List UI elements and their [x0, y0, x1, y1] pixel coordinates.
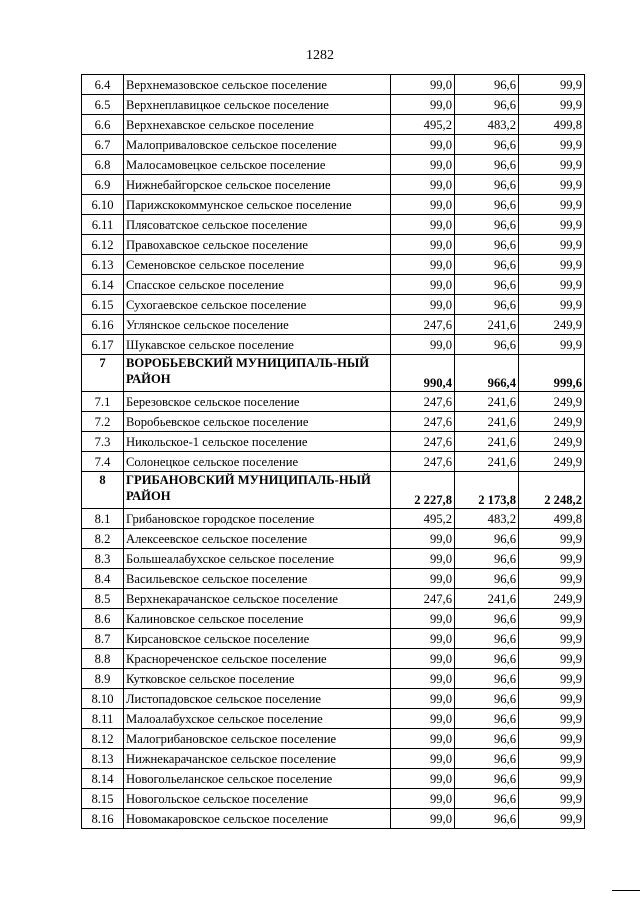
row-name-cell: Нижнекарачанское сельское поселение — [124, 749, 391, 769]
value-4-cell: 99,9 — [519, 215, 585, 235]
value-2-cell: 247,6 — [391, 315, 455, 335]
value-2-cell: 99,0 — [391, 729, 455, 749]
value-3-cell: 241,6 — [455, 412, 519, 432]
settlement-row — [82, 749, 585, 769]
row-number-cell: 6.8 — [82, 155, 124, 175]
settlement-row — [82, 649, 585, 669]
settlement-row — [82, 215, 585, 235]
row-number-cell: 7.3 — [82, 432, 124, 452]
row-name-cell: Семеновское сельское поселение — [124, 255, 391, 275]
row-name-cell: Новогольское сельское поселение — [124, 789, 391, 809]
row-name-cell: Шукавское сельское поселение — [124, 335, 391, 355]
value-4-cell: 99,9 — [519, 135, 585, 155]
value-2-cell: 99,0 — [391, 335, 455, 355]
row-number-cell: 8.6 — [82, 609, 124, 629]
row-number-cell: 8 — [82, 472, 124, 509]
settlement-row — [82, 392, 585, 412]
row-name-cell: Новомакаровское сельское поселение — [124, 809, 391, 829]
value-3-cell: 96,6 — [455, 709, 519, 729]
value-2-cell: 99,0 — [391, 195, 455, 215]
value-3-cell: 96,6 — [455, 569, 519, 589]
row-number-cell: 6.17 — [82, 335, 124, 355]
settlement-row — [82, 789, 585, 809]
row-number-cell: 8.9 — [82, 669, 124, 689]
row-name-cell: Правохавское сельское поселение — [124, 235, 391, 255]
row-name-cell: Березовское сельское поселение — [124, 392, 391, 412]
value-3-cell: 241,6 — [455, 589, 519, 609]
value-2-cell: 495,2 — [391, 115, 455, 135]
row-name-cell: Верхнемазовское сельское поселение — [124, 75, 391, 95]
row-number-cell: 8.7 — [82, 629, 124, 649]
value-4-cell: 99,9 — [519, 335, 585, 355]
value-3-cell: 96,6 — [455, 669, 519, 689]
value-2-cell: 99,0 — [391, 769, 455, 789]
row-name-cell: Большеалабухское сельское поселение — [124, 549, 391, 569]
value-2-cell: 99,0 — [391, 749, 455, 769]
settlement-row — [82, 335, 585, 355]
row-number-cell: 8.4 — [82, 569, 124, 589]
value-3-cell: 96,6 — [455, 749, 519, 769]
settlement-row — [82, 669, 585, 689]
value-3-cell: 96,6 — [455, 549, 519, 569]
row-name-cell: Малосамовецкое сельское поселение — [124, 155, 391, 175]
settlement-row — [82, 412, 585, 432]
row-number-cell: 8.2 — [82, 529, 124, 549]
value-2-cell: 99,0 — [391, 609, 455, 629]
value-3-cell: 96,6 — [455, 689, 519, 709]
row-number-cell: 8.15 — [82, 789, 124, 809]
settlement-row — [82, 255, 585, 275]
row-name-cell: Верхнекарачанское сельское поселение — [124, 589, 391, 609]
row-name-cell: Парижскокоммунское сельское поселение — [124, 195, 391, 215]
value-3-cell: 241,6 — [455, 315, 519, 335]
value-2-cell: 99,0 — [391, 295, 455, 315]
value-4-cell: 99,9 — [519, 769, 585, 789]
value-3-cell: 2 173,8 — [455, 472, 519, 509]
value-2-cell: 99,0 — [391, 689, 455, 709]
value-3-cell: 96,6 — [455, 529, 519, 549]
row-name-cell: Нижнебайгорское сельское поселение — [124, 175, 391, 195]
row-number-cell: 6.9 — [82, 175, 124, 195]
value-3-cell: 96,6 — [455, 729, 519, 749]
row-number-cell: 8.12 — [82, 729, 124, 749]
value-4-cell: 99,9 — [519, 629, 585, 649]
value-3-cell: 96,6 — [455, 769, 519, 789]
row-name-cell: Верхнехавское сельское поселение — [124, 115, 391, 135]
value-4-cell: 99,9 — [519, 649, 585, 669]
value-3-cell: 96,6 — [455, 275, 519, 295]
settlement-row — [82, 75, 585, 95]
row-number-cell: 6.14 — [82, 275, 124, 295]
value-4-cell: 249,9 — [519, 412, 585, 432]
value-4-cell: 99,9 — [519, 569, 585, 589]
settlement-row — [82, 95, 585, 115]
row-number-cell: 6.6 — [82, 115, 124, 135]
table-body — [82, 75, 585, 829]
value-2-cell: 247,6 — [391, 392, 455, 412]
row-number-cell: 6.12 — [82, 235, 124, 255]
district-row — [82, 472, 585, 509]
row-name-cell: Верхнеплавицкое сельское поселение — [124, 95, 391, 115]
row-name-cell: Новогольеланское сельское поселение — [124, 769, 391, 789]
row-number-cell: 6.15 — [82, 295, 124, 315]
value-3-cell: 96,6 — [455, 809, 519, 829]
settlement-row — [82, 235, 585, 255]
value-4-cell: 99,9 — [519, 95, 585, 115]
value-2-cell: 99,0 — [391, 75, 455, 95]
value-4-cell: 99,9 — [519, 789, 585, 809]
row-number-cell: 6.10 — [82, 195, 124, 215]
value-4-cell: 99,9 — [519, 669, 585, 689]
value-3-cell: 483,2 — [455, 115, 519, 135]
row-number-cell: 8.10 — [82, 689, 124, 709]
value-4-cell: 249,9 — [519, 432, 585, 452]
value-4-cell: 99,9 — [519, 155, 585, 175]
value-4-cell: 249,9 — [519, 392, 585, 412]
value-4-cell: 99,9 — [519, 235, 585, 255]
settlement-row — [82, 195, 585, 215]
value-2-cell: 99,0 — [391, 155, 455, 175]
value-3-cell: 96,6 — [455, 155, 519, 175]
value-2-cell: 99,0 — [391, 215, 455, 235]
row-name-cell: Сухогаевское сельское поселение — [124, 295, 391, 315]
value-4-cell: 99,9 — [519, 75, 585, 95]
settlement-row — [82, 452, 585, 472]
settlement-row — [82, 529, 585, 549]
value-4-cell: 99,9 — [519, 175, 585, 195]
settlement-row — [82, 709, 585, 729]
value-3-cell: 96,6 — [455, 195, 519, 215]
value-2-cell: 99,0 — [391, 789, 455, 809]
row-number-cell: 6.16 — [82, 315, 124, 335]
settlement-row — [82, 629, 585, 649]
value-4-cell: 99,9 — [519, 195, 585, 215]
value-4-cell: 99,9 — [519, 275, 585, 295]
settlement-row — [82, 295, 585, 315]
settlement-row — [82, 769, 585, 789]
value-4-cell: 2 248,2 — [519, 472, 585, 509]
row-number-cell: 6.11 — [82, 215, 124, 235]
row-name-cell: Углянское сельское поселение — [124, 315, 391, 335]
value-2-cell: 99,0 — [391, 95, 455, 115]
value-3-cell: 241,6 — [455, 452, 519, 472]
value-3-cell: 96,6 — [455, 789, 519, 809]
value-4-cell: 249,9 — [519, 589, 585, 609]
settlement-row — [82, 155, 585, 175]
row-name-cell: ГРИБАНОВСКИЙ МУНИЦИПАЛЬ-НЫЙ РАЙОН — [124, 472, 391, 509]
row-number-cell: 8.14 — [82, 769, 124, 789]
row-name-cell: Алексеевское сельское поселение — [124, 529, 391, 549]
value-4-cell: 99,9 — [519, 749, 585, 769]
value-4-cell: 99,9 — [519, 809, 585, 829]
value-4-cell: 249,9 — [519, 452, 585, 472]
row-number-cell: 8.16 — [82, 809, 124, 829]
row-number-cell: 7.4 — [82, 452, 124, 472]
settlement-row — [82, 809, 585, 829]
value-3-cell: 96,6 — [455, 629, 519, 649]
value-2-cell: 99,0 — [391, 649, 455, 669]
value-2-cell: 247,6 — [391, 589, 455, 609]
settlement-row — [82, 689, 585, 709]
row-number-cell: 6.7 — [82, 135, 124, 155]
value-4-cell: 99,9 — [519, 689, 585, 709]
scan-mark — [612, 890, 640, 891]
row-number-cell: 6.13 — [82, 255, 124, 275]
value-4-cell: 99,9 — [519, 529, 585, 549]
settlement-row — [82, 275, 585, 295]
settlement-row — [82, 729, 585, 749]
row-name-cell: Малогрибановское сельское поселение — [124, 729, 391, 749]
value-2-cell: 99,0 — [391, 669, 455, 689]
row-number-cell: 8.5 — [82, 589, 124, 609]
settlement-row — [82, 609, 585, 629]
value-3-cell: 96,6 — [455, 95, 519, 115]
page-number: 1282 — [306, 48, 334, 63]
row-name-cell: Краснореченское сельское поселение — [124, 649, 391, 669]
settlement-row — [82, 509, 585, 529]
value-4-cell: 99,9 — [519, 609, 585, 629]
value-2-cell: 247,6 — [391, 412, 455, 432]
value-2-cell: 99,0 — [391, 529, 455, 549]
value-4-cell: 499,8 — [519, 509, 585, 529]
value-3-cell: 96,6 — [455, 255, 519, 275]
row-name-cell: Малоалабухское сельское поселение — [124, 709, 391, 729]
district-row — [82, 355, 585, 392]
value-2-cell: 247,6 — [391, 452, 455, 472]
row-name-cell: Воробьевское сельское поселение — [124, 412, 391, 432]
row-name-cell: ВОРОБЬЕВСКИЙ МУНИЦИПАЛЬ-НЫЙ РАЙОН — [124, 355, 391, 392]
value-4-cell: 99,9 — [519, 295, 585, 315]
row-name-cell: Солонецкое сельское поселение — [124, 452, 391, 472]
row-number-cell: 8.3 — [82, 549, 124, 569]
value-2-cell: 99,0 — [391, 809, 455, 829]
value-4-cell: 99,9 — [519, 729, 585, 749]
row-number-cell: 7 — [82, 355, 124, 392]
row-name-cell: Калиновское сельское поселение — [124, 609, 391, 629]
value-2-cell: 99,0 — [391, 629, 455, 649]
value-2-cell: 99,0 — [391, 569, 455, 589]
value-4-cell: 99,9 — [519, 255, 585, 275]
settlement-row — [82, 175, 585, 195]
row-number-cell: 8.13 — [82, 749, 124, 769]
row-name-cell: Кирсановское сельское поселение — [124, 629, 391, 649]
value-4-cell: 999,6 — [519, 355, 585, 392]
value-3-cell: 96,6 — [455, 175, 519, 195]
value-2-cell: 990,4 — [391, 355, 455, 392]
value-2-cell: 99,0 — [391, 175, 455, 195]
row-name-cell: Спасское сельское поселение — [124, 275, 391, 295]
value-3-cell: 96,6 — [455, 609, 519, 629]
settlement-row — [82, 589, 585, 609]
value-3-cell: 241,6 — [455, 432, 519, 452]
value-4-cell: 99,9 — [519, 549, 585, 569]
allocation-table — [81, 74, 585, 829]
settlement-row — [82, 135, 585, 155]
value-2-cell: 99,0 — [391, 255, 455, 275]
value-2-cell: 99,0 — [391, 549, 455, 569]
value-3-cell: 241,6 — [455, 392, 519, 412]
row-name-cell: Кутковское сельское поселение — [124, 669, 391, 689]
value-2-cell: 99,0 — [391, 709, 455, 729]
row-number-cell: 8.1 — [82, 509, 124, 529]
row-name-cell: Малоприваловское сельское поселение — [124, 135, 391, 155]
value-3-cell: 483,2 — [455, 509, 519, 529]
value-3-cell: 96,6 — [455, 135, 519, 155]
settlement-row — [82, 315, 585, 335]
value-4-cell: 99,9 — [519, 709, 585, 729]
settlement-row — [82, 115, 585, 135]
value-3-cell: 96,6 — [455, 295, 519, 315]
settlement-row — [82, 432, 585, 452]
value-2-cell: 247,6 — [391, 432, 455, 452]
row-number-cell: 6.5 — [82, 95, 124, 115]
value-3-cell: 966,4 — [455, 355, 519, 392]
settlement-row — [82, 549, 585, 569]
row-name-cell: Никольское-1 сельское поселение — [124, 432, 391, 452]
value-3-cell: 96,6 — [455, 215, 519, 235]
value-3-cell: 96,6 — [455, 75, 519, 95]
value-4-cell: 499,8 — [519, 115, 585, 135]
settlement-row — [82, 569, 585, 589]
value-2-cell: 495,2 — [391, 509, 455, 529]
value-3-cell: 96,6 — [455, 235, 519, 255]
value-4-cell: 249,9 — [519, 315, 585, 335]
value-2-cell: 99,0 — [391, 235, 455, 255]
row-number-cell: 6.4 — [82, 75, 124, 95]
row-number-cell: 8.11 — [82, 709, 124, 729]
value-3-cell: 96,6 — [455, 649, 519, 669]
row-number-cell: 7.1 — [82, 392, 124, 412]
row-number-cell: 8.8 — [82, 649, 124, 669]
row-name-cell: Плясоватское сельское поселение — [124, 215, 391, 235]
row-number-cell: 7.2 — [82, 412, 124, 432]
value-2-cell: 99,0 — [391, 135, 455, 155]
value-3-cell: 96,6 — [455, 335, 519, 355]
row-name-cell: Васильевское сельское поселение — [124, 569, 391, 589]
value-2-cell: 2 227,8 — [391, 472, 455, 509]
row-name-cell: Грибановское городское поселение — [124, 509, 391, 529]
row-name-cell: Листопадовское сельское поселение — [124, 689, 391, 709]
value-2-cell: 99,0 — [391, 275, 455, 295]
